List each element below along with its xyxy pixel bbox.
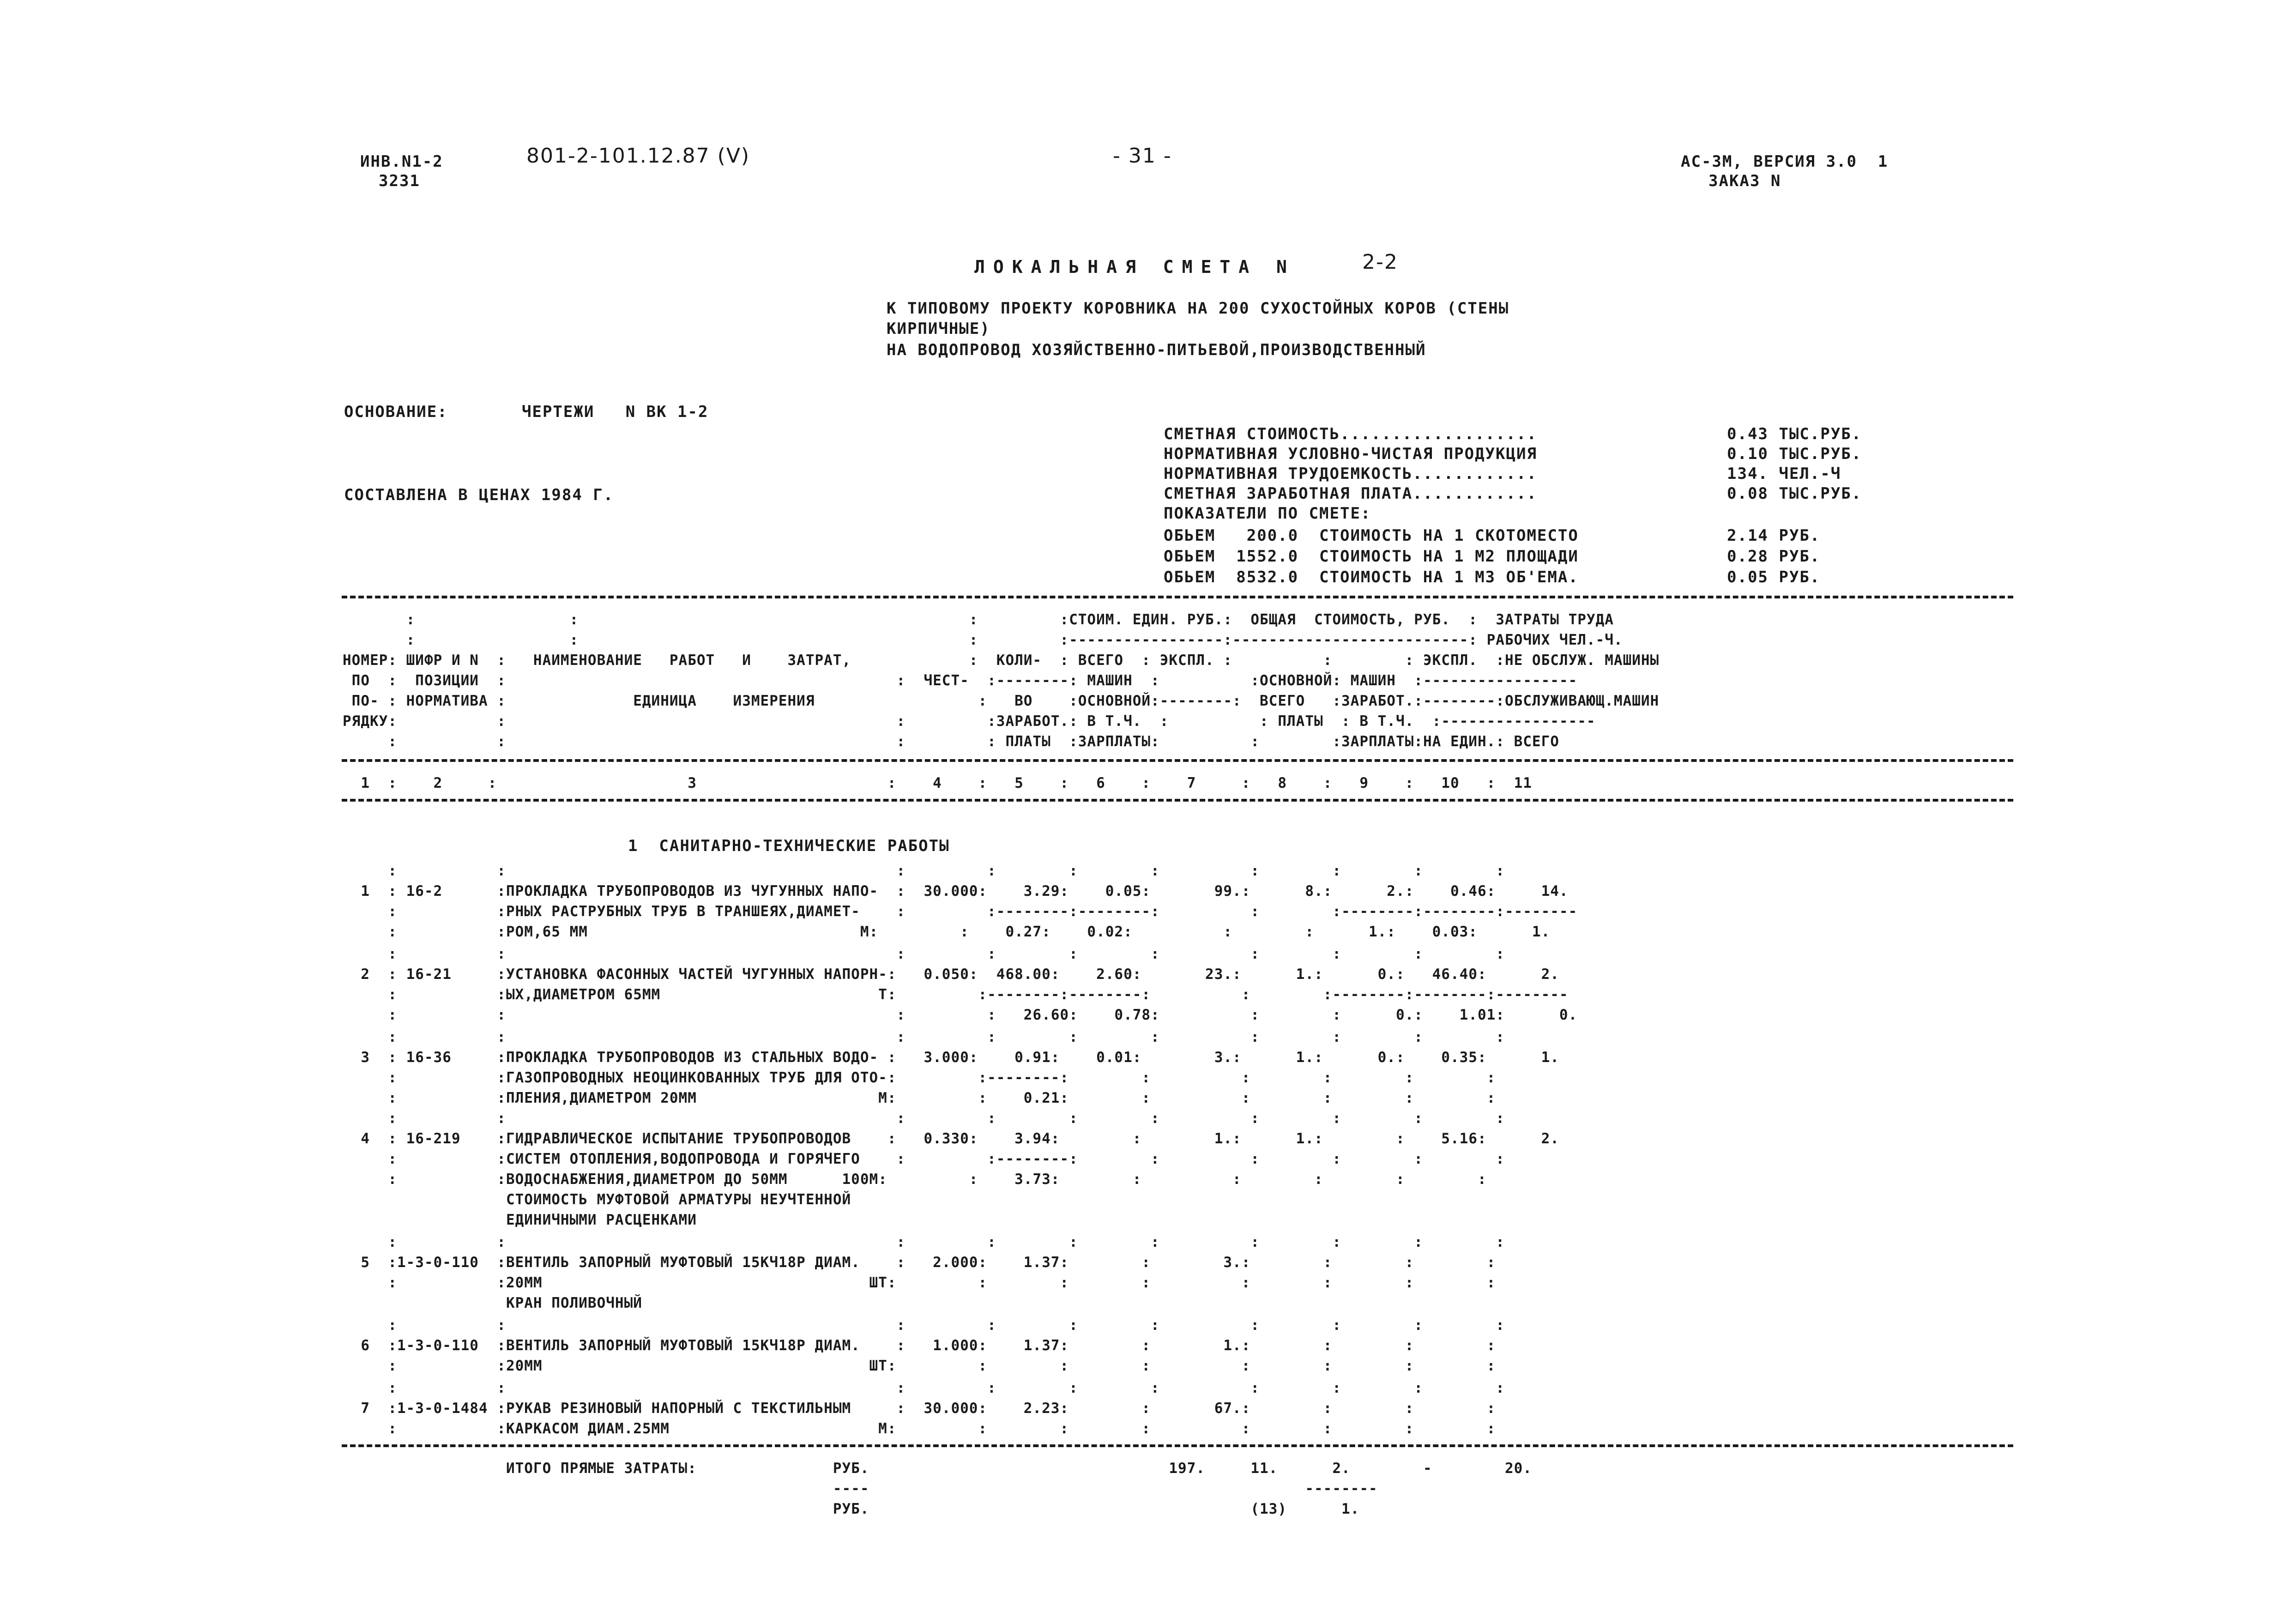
- table-top-rule: [342, 596, 2013, 598]
- table-row: : : : : 26.60: 0.78: : : 0.: 1.01: 0.: [343, 1007, 1578, 1023]
- summary-value: 0.43 ТЫС.РУБ.: [1727, 425, 1862, 443]
- table-row: : : : : : : : : : :: [343, 1380, 1505, 1396]
- estimate-number: 2-2: [1362, 250, 1398, 274]
- summary-value: 0.05 РУБ.: [1727, 568, 1821, 586]
- table-row: КРАН ПОЛИВОЧНЫЙ: [343, 1295, 642, 1311]
- summary-label: ПОКАЗАТЕЛИ ПО СМЕТЕ:: [1164, 504, 1371, 523]
- table-row: : :ГАЗОПРОВОДНЫХ НЕОЦИНКОВАННЫХ ТРУБ ДЛЯ ОТО-: :--------: : : : : :: [343, 1069, 1496, 1086]
- table-row: : : : : : : : : : :: [343, 863, 1505, 879]
- table-row: : : : : : : : : : :: [343, 1317, 1505, 1334]
- table-row: : :ПЛЕНИЯ,ДИАМЕТРОМ 20ММ М: : 0.21: : : : : :: [343, 1090, 1496, 1106]
- title-line-2: КИРПИЧНЫЕ): [887, 320, 990, 338]
- inventory-label: ИНВ.N1-2: [360, 152, 443, 171]
- section-title: 1 САНИТАРНО-ТЕХНИЧЕСКИЕ РАБОТЫ: [628, 837, 950, 855]
- header-line: РЯДКУ: : : :ЗАРАБОТ.: В Т.Ч. : : ПЛАТЫ : В Т.Ч. :-----------------: [343, 713, 1596, 730]
- table-row: : : : : : : : : : :: [343, 1110, 1505, 1127]
- table-row: : :20ММ ШТ: : : : : : : :: [343, 1274, 1496, 1291]
- totals-line: ---- --------: [343, 1480, 1378, 1497]
- title-line-1: К ТИПОВОМУ ПРОЕКТУ КОРОВНИКА НА 200 СУХОСТОЙНЫХ КОРОВ (СТЕНЫ: [887, 299, 1509, 318]
- system-version: АС-3М, ВЕРСИЯ 3.0 1: [1681, 152, 1889, 171]
- totals-line: РУБ. (13) 1.: [343, 1501, 1360, 1517]
- table-row: 7 :1-3-0-1484 :РУКАВ РЕЗИНОВЫЙ НАПОРНЫЙ С ТЕКСТИЛЬНЫМ : 30.000: 2.23: : 67.: : : :: [343, 1400, 1496, 1417]
- totals-rule: [342, 1444, 2013, 1447]
- table-row: : :РНЫХ РАСТРУБНЫХ ТРУБ В ТРАНШЕЯХ,ДИАМЕТ- : :--------:--------: : :--------:--------:--------: [343, 903, 1578, 920]
- table-row: : :РОМ,65 ММ М: : 0.27: 0.02: : : 1.: 0.03: 1.: [343, 924, 1551, 940]
- table-row: : :ЫХ,ДИАМЕТРОМ 65ММ Т: :--------:--------: : :--------:--------:--------: [343, 986, 1569, 1003]
- table-row: 6 :1-3-0-110 :ВЕНТИЛЬ ЗАПОРНЫЙ МУФТОВЫЙ 15КЧ18Р ДИАМ. : 1.000: 1.37: : 1.: : : :: [343, 1337, 1496, 1354]
- basis-label: ОСНОВАНИЕ:: [344, 403, 448, 421]
- basis-value: ЧЕРТЕЖИ N ВК 1-2: [522, 403, 709, 421]
- title-line-3: НА ВОДОПРОВОД ХОЗЯЙСТВЕННО-ПИТЬЕВОЙ,ПРОИЗВОДСТВЕННЫЙ: [887, 341, 1426, 359]
- table-row: : :КАРКАСОМ ДИАМ.25ММ М: : : : : : : :: [343, 1420, 1496, 1437]
- table-row: : : : : : : : : : :: [343, 1234, 1505, 1250]
- table-row: : :20ММ ШТ: : : : : : : :: [343, 1358, 1496, 1374]
- summary-value: 2.14 РУБ.: [1727, 526, 1821, 545]
- summary-label: ОБЬЕМ 8532.0 СТОИМОСТЬ НА 1 М3 ОБ'ЕМА.: [1164, 568, 1579, 586]
- project-code: 801-2-101.12.87 (V): [526, 144, 750, 168]
- summary-value: 0.08 ТЫС.РУБ.: [1727, 484, 1862, 503]
- table-row: 2 : 16-21 :УСТАНОВКА ФАСОННЫХ ЧАСТЕЙ ЧУГУННЫХ НАПОРН-: 0.050: 468.00: 2.60: 23.: 1.: 0.: 46.40: 2.: [343, 966, 1559, 983]
- summary-value: 134. ЧЕЛ.-Ч: [1727, 465, 1841, 483]
- order-label: ЗАКАЗ N: [1708, 172, 1781, 190]
- column-numbers-rule: [342, 799, 2013, 802]
- totals-line: ИТОГО ПРЯМЫЕ ЗАТРАТЫ: РУБ. 197. 11. 2. - 20.: [343, 1460, 1532, 1477]
- header-line: : : : :СТОИМ. ЕДИН. РУБ.: ОБЩАЯ СТОИМОСТЬ, РУБ. : ЗАТРАТЫ ТРУДА: [343, 611, 1614, 628]
- summary-label: ОБЬЕМ 1552.0 СТОИМОСТЬ НА 1 М2 ПЛОЩАДИ: [1164, 547, 1579, 566]
- summary-label: НОРМАТИВНАЯ ТРУДОЕМКОСТЬ............: [1164, 465, 1537, 483]
- header-line: : : : : ПЛАТЫ :ЗАРПЛАТЫ: : :ЗАРПЛАТЫ:НА ЕДИН.: ВСЕГО: [343, 733, 1559, 750]
- inventory-number: 3231: [379, 172, 420, 190]
- summary-value: 0.10 ТЫС.РУБ.: [1727, 445, 1862, 463]
- table-row: 3 : 16-36 :ПРОКЛАДКА ТРУБОПРОВОДОВ ИЗ СТАЛЬНЫХ ВОДО- : 3.000: 0.91: 0.01: 3.: 1.: 0.: 0.35: 1.: [343, 1049, 1559, 1066]
- table-row: : :СИСТЕМ ОТОПЛЕНИЯ,ВОДОПРОВОДА И ГОРЯЧЕГО : :--------: : : : : :: [343, 1151, 1505, 1167]
- page-number: - 31 -: [1113, 144, 1172, 168]
- header-line: ПО : ПОЗИЦИИ : : ЧЕСТ- :--------: МАШИН : :ОСНОВНОЙ: МАШИН :-----------------: [343, 672, 1578, 689]
- table-row: : : : : : : : : : :: [343, 946, 1505, 962]
- summary-label: СМЕТНАЯ СТОИМОСТЬ...................: [1164, 425, 1537, 443]
- table-row: : : : : : : : : : :: [343, 1029, 1505, 1045]
- summary-label: СМЕТНАЯ ЗАРАБОТНАЯ ПЛАТА............: [1164, 484, 1537, 503]
- table-row: 1 : 16-2 :ПРОКЛАДКА ТРУБОПРОВОДОВ ИЗ ЧУГУННЫХ НАПО- : 30.000: 3.29: 0.05: 99.: 8.: 2.: 0.46: 14.: [343, 883, 1569, 900]
- header-bottom-rule: [342, 759, 2013, 762]
- table-row: СТОИМОСТЬ МУФТОВОЙ АРМАТУРЫ НЕУЧТЕННОЙ: [343, 1191, 851, 1208]
- header-line: НОМЕР: ШИФР И N : НАИМЕНОВАНИЕ РАБОТ И ЗАТРАТ, : КОЛИ- : ВСЕГО : ЭКСПЛ. : : : ЭКСПЛ. :НЕ ОБСЛУЖ. МАШИНЫ: [343, 652, 1660, 669]
- summary-label: ОБЬЕМ 200.0 СТОИМОСТЬ НА 1 СКОТОМЕСТО: [1164, 526, 1579, 545]
- document-title: ЛОКАЛЬНАЯ СМЕТА N: [974, 257, 1295, 277]
- header-line: : : : :-----------------:--------------------------: РАБОЧИХ ЧЕЛ.-Ч.: [343, 632, 1623, 648]
- header-line: ПО- : НОРМАТИВА : ЕДИНИЦА ИЗМЕРЕНИЯ : ВО :ОСНОВНОЙ:--------: ВСЕГО :ЗАРАБОТ.:--------:ОБСЛУЖИВАЮЩ.МАШИН: [343, 693, 1660, 709]
- table-row: ЕДИНИЧНЫМИ РАСЦЕНКАМИ: [343, 1212, 697, 1228]
- summary-label: НОРМАТИВНАЯ УСЛОВНО-ЧИСТАЯ ПРОДУКЦИЯ: [1164, 445, 1537, 463]
- prices-note: СОСТАВЛЕНА В ЦЕНАХ 1984 Г.: [344, 486, 614, 504]
- table-row: 5 :1-3-0-110 :ВЕНТИЛЬ ЗАПОРНЫЙ МУФТОВЫЙ 15КЧ18Р ДИАМ. : 2.000: 1.37: : 3.: : : :: [343, 1254, 1496, 1271]
- table-row: : :ВОДОСНАБЖЕНИЯ,ДИАМЕТРОМ ДО 50ММ 100М: : 3.73: : : : : :: [343, 1171, 1487, 1188]
- table-row: 4 : 16-219 :ГИДРАВЛИЧЕСКОЕ ИСПЫТАНИЕ ТРУБОПРОВОДОВ : 0.330: 3.94: : 1.: 1.: : 5.16: 2.: [343, 1130, 1559, 1147]
- summary-value: 0.28 РУБ.: [1727, 547, 1821, 566]
- column-numbers: 1 : 2 : 3 : 4 : 5 : 6 : 7 : 8 : 9 : 10 : 11: [343, 775, 1532, 791]
